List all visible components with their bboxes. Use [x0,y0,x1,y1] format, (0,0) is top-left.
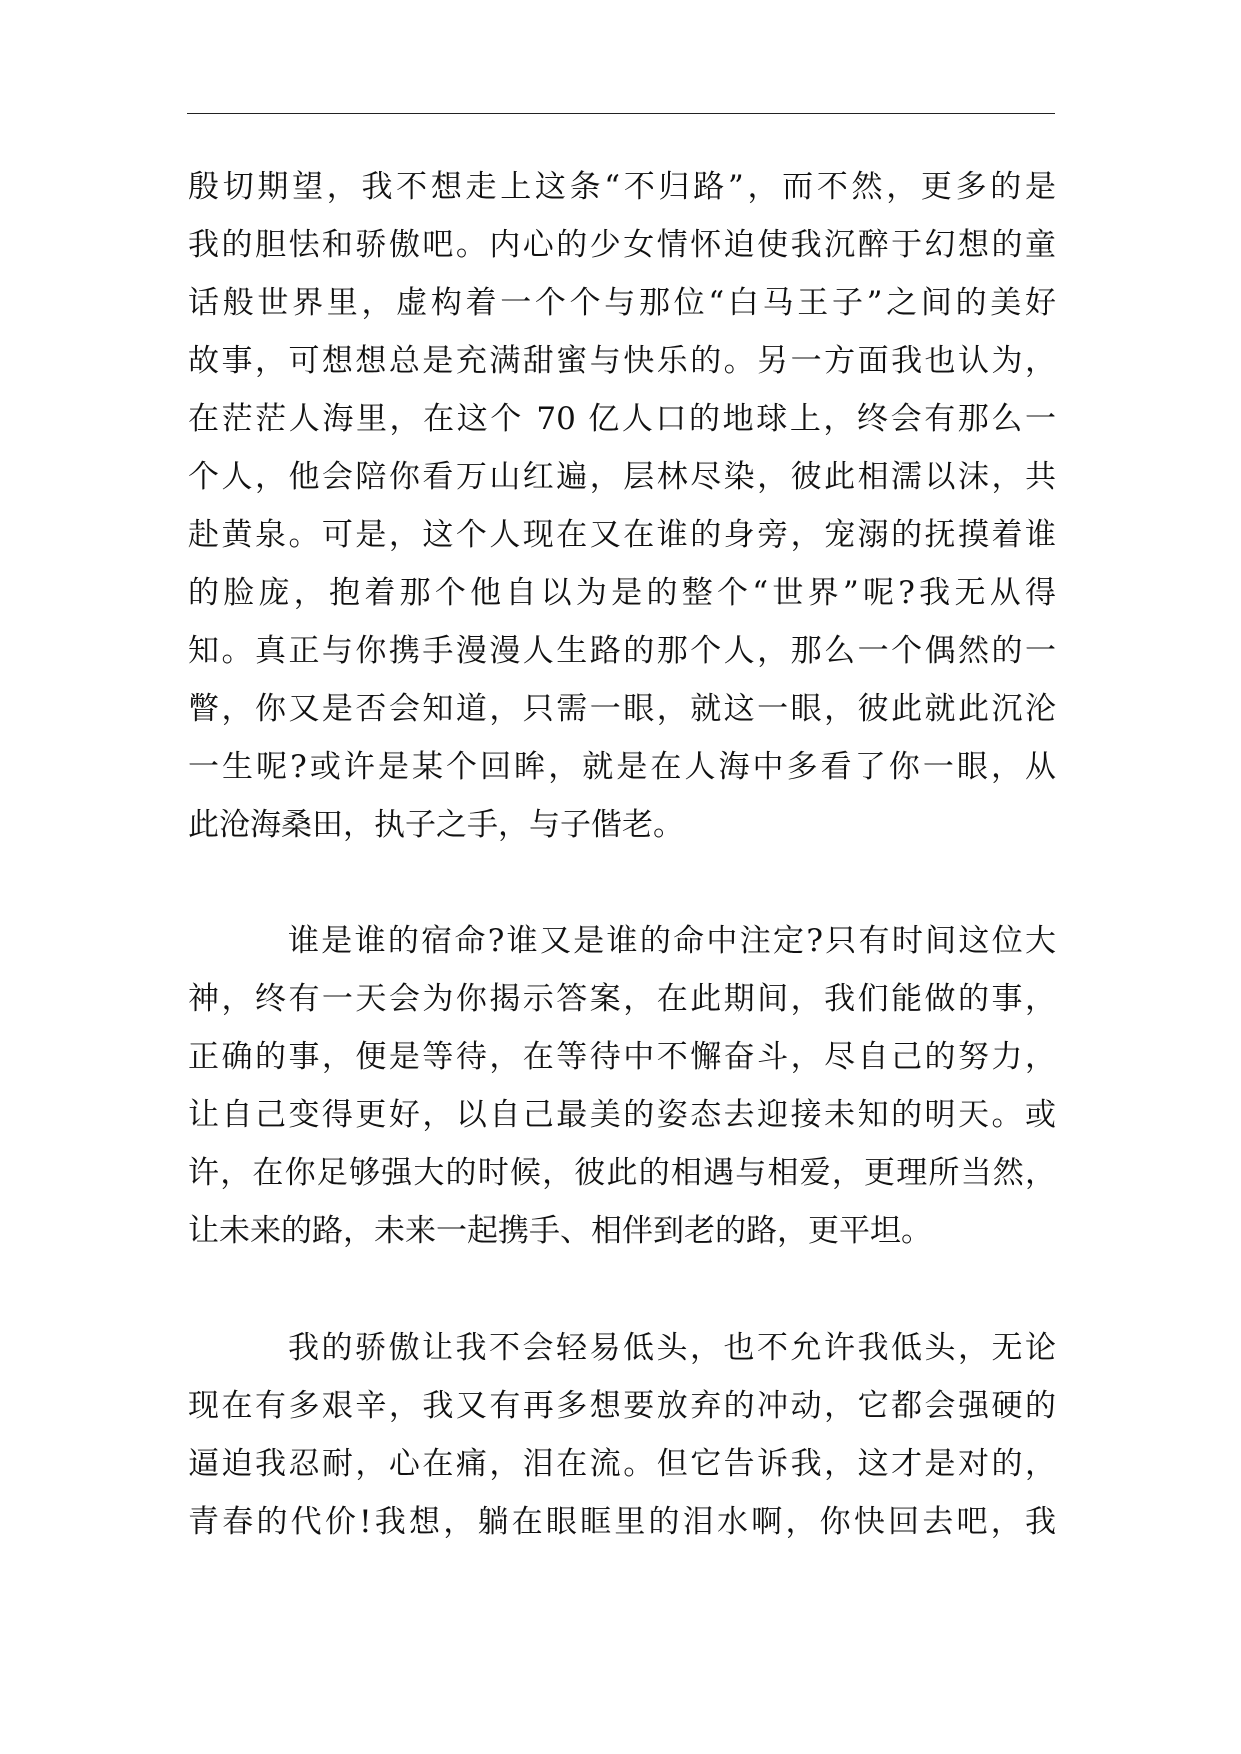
text-line: 现在有多艰辛，我又有再多想要放弃的冲动，它都会强硬的 [188,1388,1056,1424]
text-line: 一生呢?或许是某个回眸，就是在人海中多看了你一眼，从 [188,749,1056,785]
text-line: 许，在你足够强大的时候，彼此的相遇与相爱，更理所当然， [188,1155,1056,1191]
text-line: 让自己变得更好，以自己最美的姿态去迎接未知的明天。或 [188,1097,1056,1133]
text-line: 我的骄傲让我不会轻易低头，也不允许我低头，无论 [288,1330,1056,1366]
text-line: 我的胆怯和骄傲吧。内心的少女情怀迫使我沉醉于幻想的童 [188,227,1056,263]
paragraph [188,1319,1056,1551]
text-line: 正确的事，便是等待，在等待中不懈奋斗，尽自己的努力， [188,1039,1056,1075]
text-line: 瞥，你又是否会知道，只需一眼，就这一眼，彼此就此沉沦 [188,691,1056,727]
text-line: 谁是谁的宿命?谁又是谁的命中注定?只有时间这位大 [288,923,1056,959]
text-line: 此沧海桑田，执子之手，与子偕老。 [188,807,684,843]
text-line: 的脸庞，抱着那个他自以为是的整个“世界”呢?我无从得 [188,575,1056,611]
text-line: 逼迫我忍耐，心在痛，泪在流。但它告诉我，这才是对的， [188,1446,1056,1482]
text-line: 话般世界里，虚构着一个个与那位“白马王子”之间的美好 [188,285,1056,321]
paragraph [188,158,1056,854]
text-line: 故事，可想想总是充满甜蜜与快乐的。另一方面我也认为， [188,343,1056,379]
text-line: 青春的代价!我想，躺在眼眶里的泪水啊，你快回去吧，我 [188,1504,1056,1540]
text-line: 神，终有一天会为你揭示答案，在此期间，我们能做的事， [188,981,1056,1017]
text-line: 个人，他会陪你看万山红遍，层林尽染，彼此相濡以沫，共 [188,459,1056,495]
paragraph [188,912,1056,1260]
text-line: 殷切期望，我不想走上这条“不归路”，而不然，更多的是 [188,169,1056,205]
text-line: 知。真正与你携手漫漫人生路的那个人，那么一个偶然的一 [188,633,1056,669]
header-rule [187,113,1055,114]
text-line: 赴黄泉。可是，这个人现在又在谁的身旁，宠溺的抚摸着谁 [188,517,1056,553]
text-line: 在茫茫人海里，在这个 70 亿人口的地球上，终会有那么一 [188,401,1056,437]
text-line: 让未来的路，未来一起携手、相伴到老的路，更平坦。 [188,1213,932,1249]
